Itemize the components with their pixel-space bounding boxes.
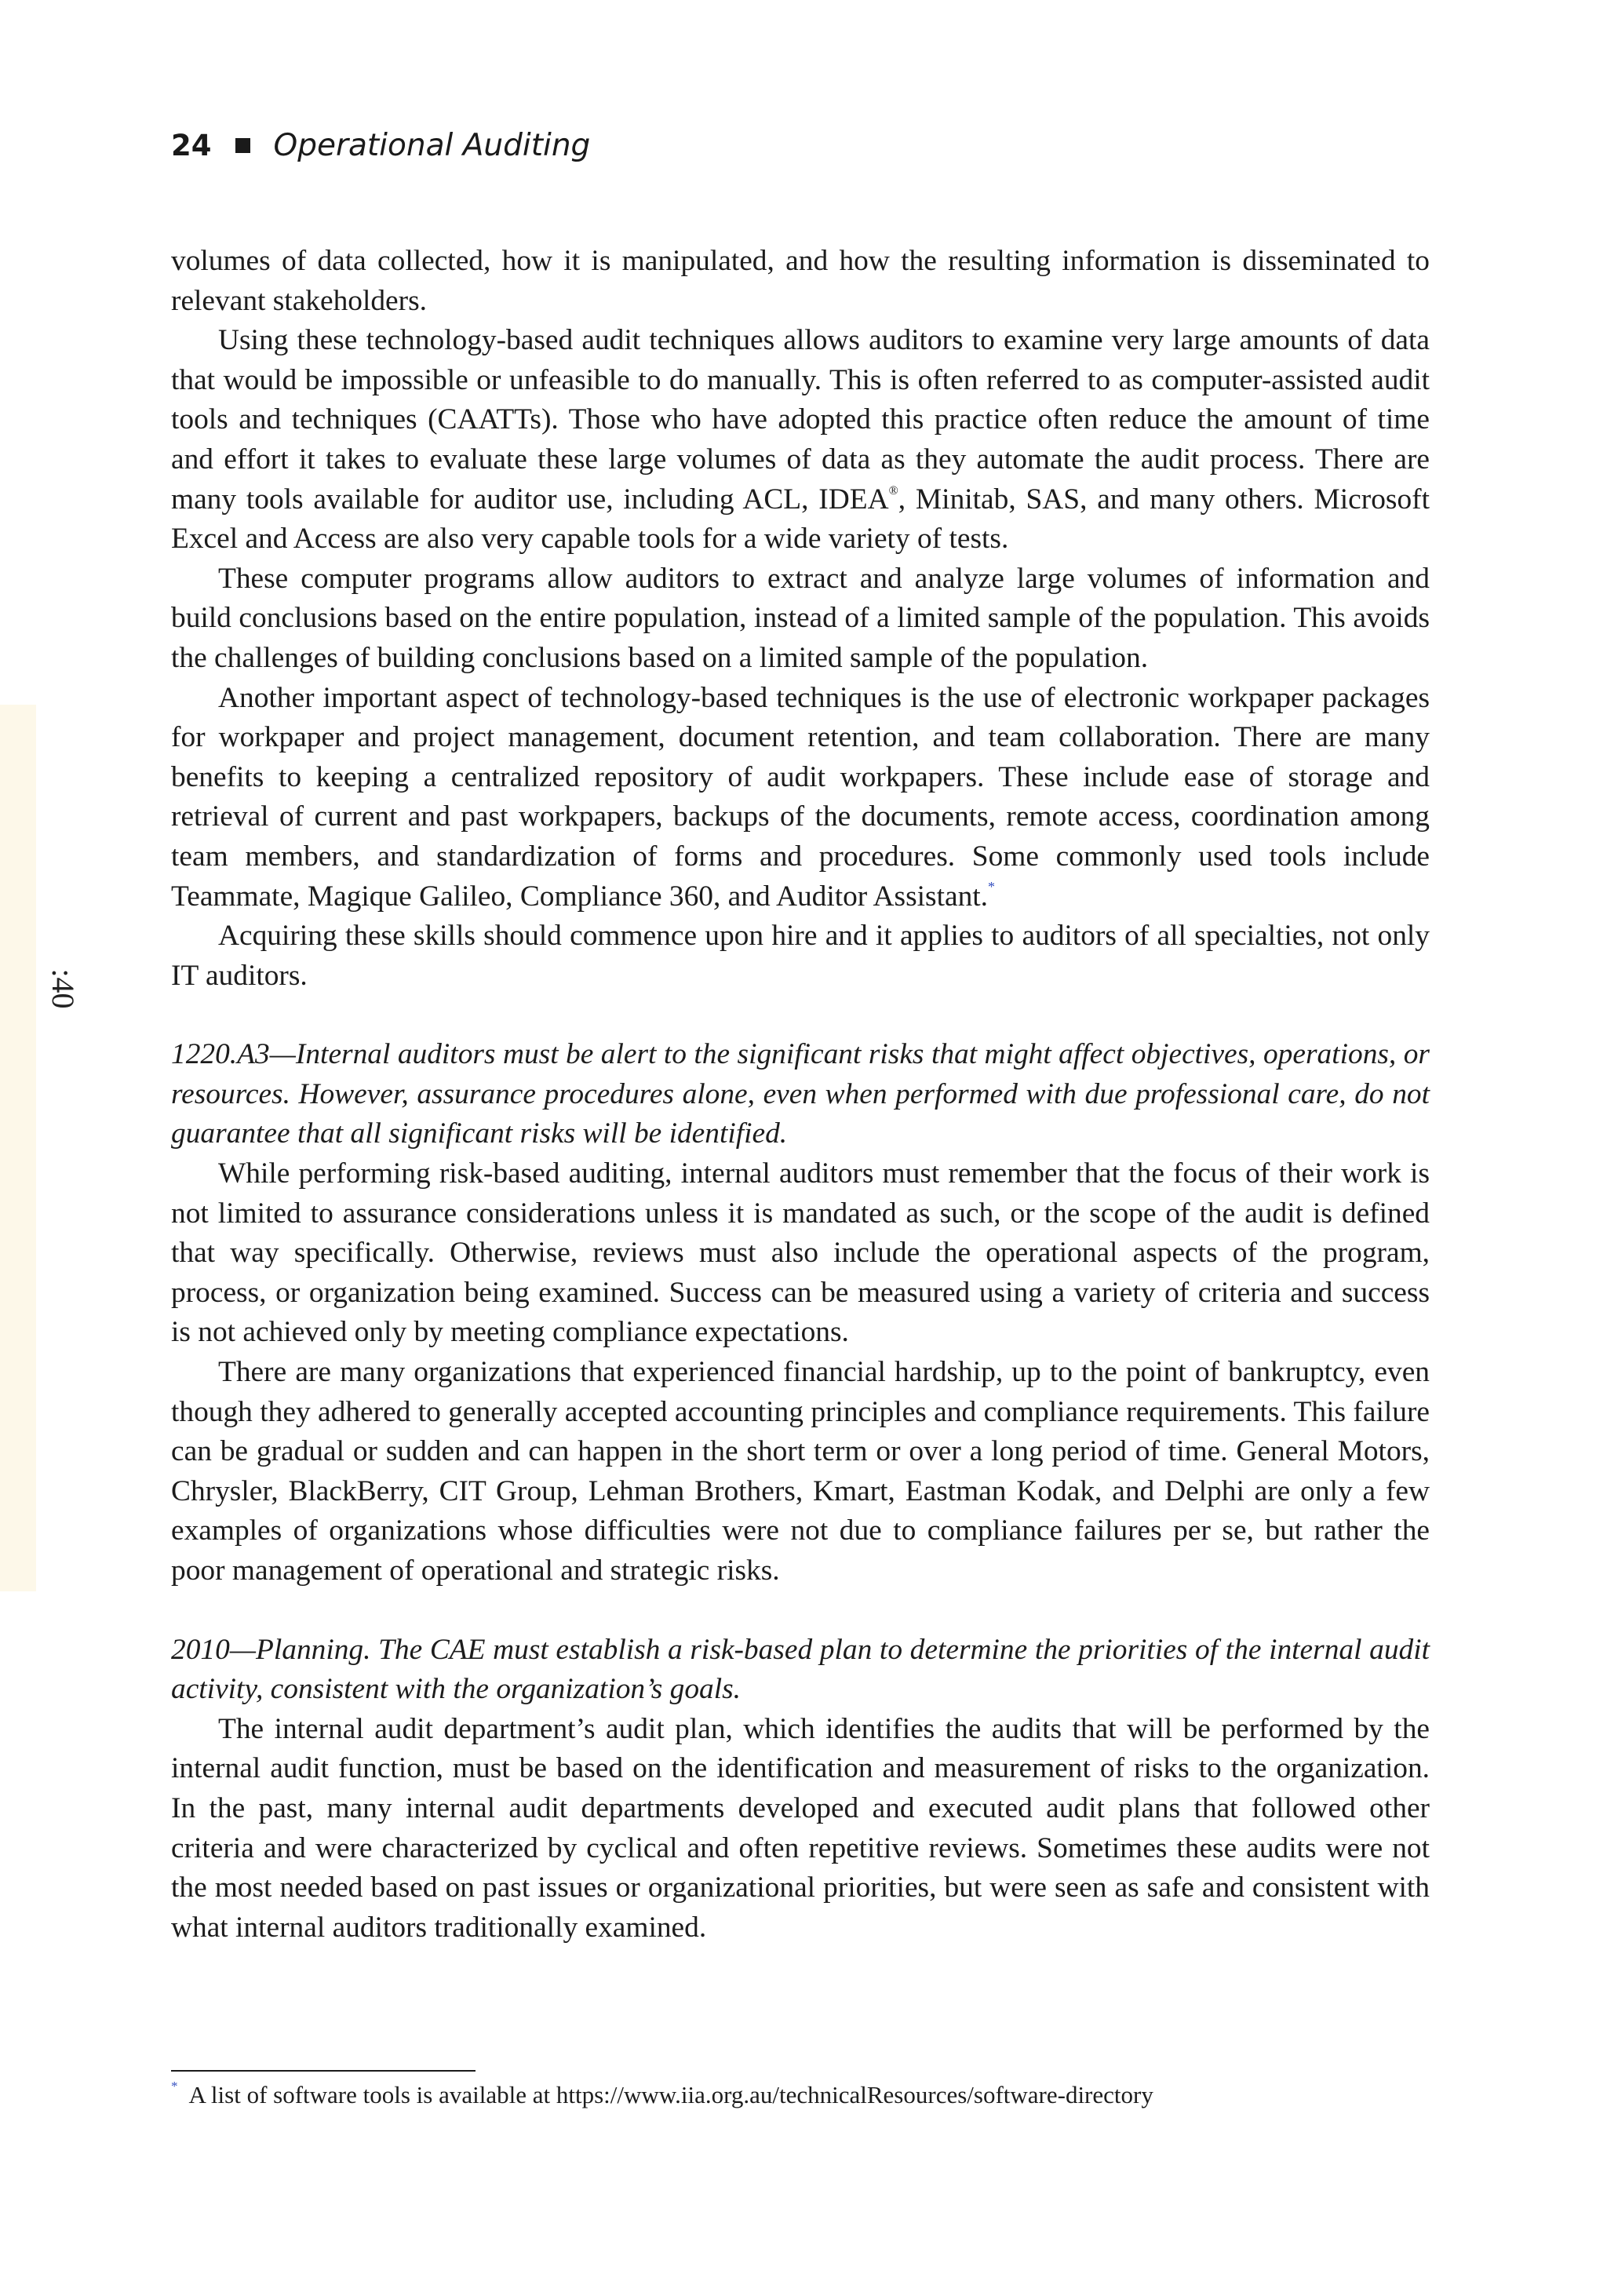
paragraph: These computer programs allow auditors to extract and analyze large volumes of information and build conclusions based on the entire population, instead of a limited sample of the population. This avoids the challenges of building conclusions based on a limited sample of the population. [171, 562, 1430, 674]
running-title: Operational Auditing [273, 127, 591, 163]
standard-quote: 1220.A3—Internal auditors must be alert to the significant risks that might affect objectives, operations, or resources. However, assurance procedures alone, even when performed with due professional care, do not guarantee that all significant risks will be identified. [171, 1038, 1430, 1150]
paragraph: While performing risk-based auditing, internal auditors must remember that the focus of their work is not limited to assurance considerations unless it is mandated as such, or the scope of the audit is defined that way specifically. Otherwise, reviews must also include the operational aspects of the program, process, or organization being examined. Success can be measured using a variety of criteria and success is not achieved only by meeting compliance expectations. [171, 1157, 1430, 1349]
square-bullet-icon [235, 138, 250, 153]
body-text [171, 242, 1430, 1948]
margin-strip [0, 705, 36, 1591]
footnote-divider [171, 2070, 476, 2072]
page-number: 24 [171, 128, 212, 162]
margin-note: :40 [46, 968, 81, 1009]
running-header [171, 126, 590, 165]
paragraph: Acquiring these skills should commence upon hire and it applies to auditors of all specialties, not only IT auditors. [171, 920, 1430, 992]
footnote-reference[interactable]: * [988, 878, 996, 895]
registered-mark: ® [888, 483, 898, 497]
paragraph: Another important aspect of technology-based techniques is the use of electronic workpaper packages for workpaper and project management, document retention, and team collaboration. There are many benefits to keeping a centralized repository of audit workpapers. These include ease of storage and retrieval of current and past workpapers, backups of the documents, remote access, coordination among team members, and standardization of forms and procedures. Some commonly used tools include Teammate, Magique Galileo, Compliance 360, and Auditor Assistant.* [171, 681, 1430, 913]
paragraph: The internal audit department’s audit plan, which identifies the audits that will be performed by the internal audit function, must be based on the identification and measurement of risks to the organization. In the past, many internal audit departments developed and executed audit plans that followed other criteria and were characterized by cyclical and often repetitive reviews. Sometimes these audits were not the most needed based on past issues or organizational priorities, but were seen as safe and consistent with what internal auditors traditionally examined. [171, 1712, 1430, 1944]
paragraph: volumes of data collected, how it is manipulated, and how the resulting information is disseminated to relevant stakeholders. [171, 245, 1430, 317]
paragraph: Using these technology-based audit techniques allows auditors to examine very large amounts of data that would be impossible or unfeasible to do manually. This is often referred to as computer-assisted audit tools and techniques (CAATTs). Those who have adopted this practice often reduce the amount of time and effort it takes to evaluate these large volumes of data as they automate the audit process. There are many tools available for auditor use, including ACL, IDEA®, Minitab, SAS, and many others. Microsoft Excel and Access are also very capable tools for a wide variety of tests. [171, 324, 1430, 556]
footnote-mark: * [171, 2079, 178, 2094]
footnote-text: A list of software tools is available at https://www.iia.org.au/technicalResources/software-directory [188, 2081, 1153, 2108]
standard-quote: 2010—Planning. The CAE must establish a risk-based plan to determine the priorities of the internal audit activity, consistent with the organization’s goals. [171, 1633, 1430, 1706]
paragraph: There are many organizations that experienced financial hardship, up to the point of bankruptcy, even though they adhered to generally accepted accounting principles and compliance requirements. This failure can be gradual or sudden and can happen in the short term or over a long period of time. General Motors, Chrysler, BlackBerry, CIT Group, Lehman Brothers, Kmart, Eastman Kodak, and Delphi are only a few examples of organizations whose difficulties were not due to compliance failures per se, but rather the poor management of operational and strategic risks. [171, 1356, 1430, 1587]
footnote [171, 2078, 1430, 2112]
